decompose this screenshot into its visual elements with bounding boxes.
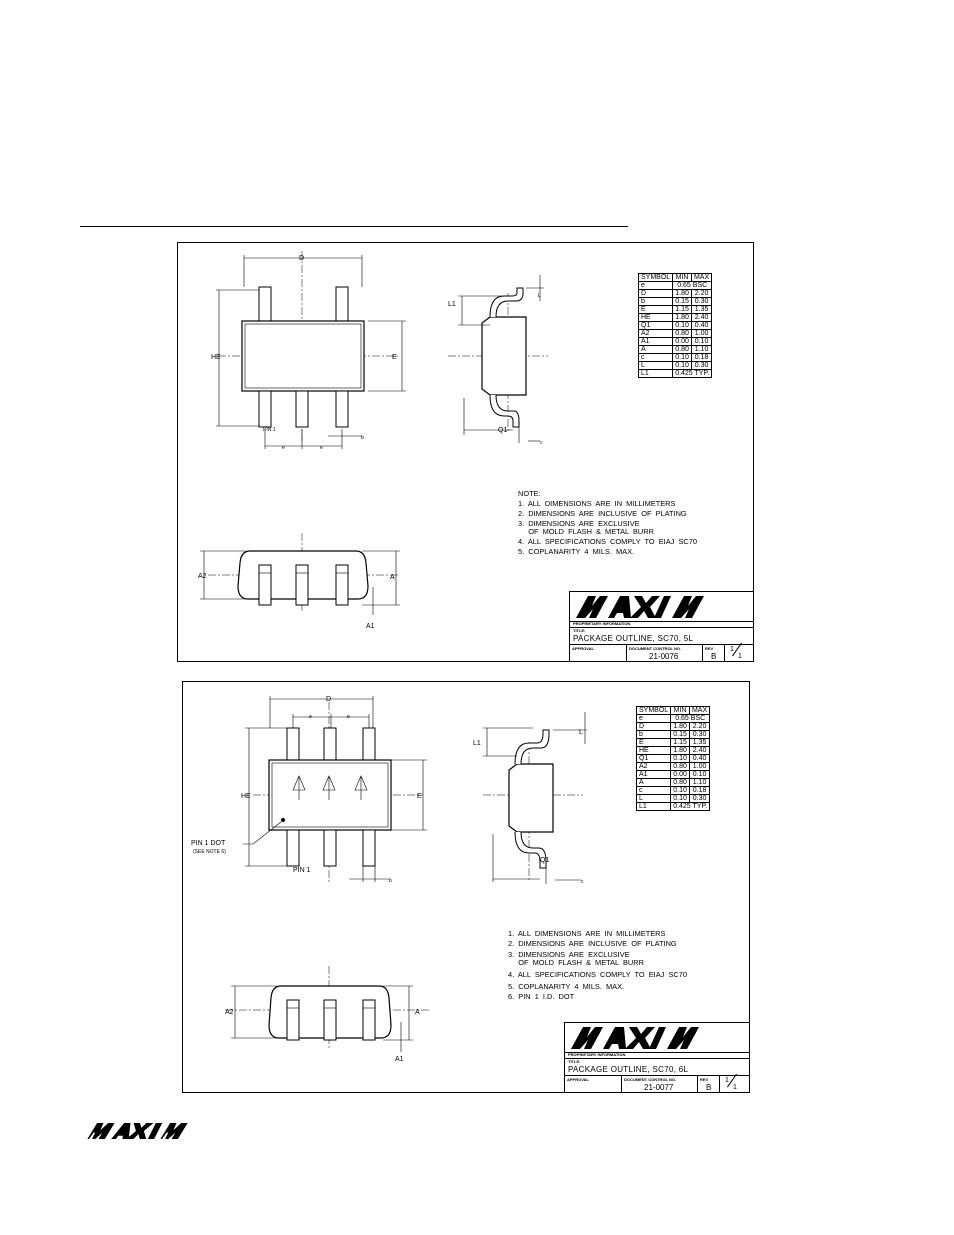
- cell: A2: [637, 763, 671, 771]
- cell: 0.10: [671, 795, 690, 803]
- note-line: 3. DIMENSIONS ARE EXCLUSIVE: [508, 950, 630, 959]
- cell: 1.35: [689, 739, 709, 747]
- header-rule: [80, 226, 628, 227]
- cell: 1.00: [691, 330, 711, 338]
- dim-D-label: D: [326, 696, 332, 703]
- dim-D-label: D: [299, 255, 305, 262]
- table-row: [639, 354, 712, 362]
- cell: 0.10: [671, 755, 690, 763]
- cell: D: [639, 290, 673, 298]
- maxim-logo: [565, 1023, 749, 1053]
- note-line: 1. ALL DIMENSIONS ARE IN MILLIMETERS: [518, 499, 676, 508]
- table-row: [639, 322, 712, 330]
- cell: E: [637, 739, 671, 747]
- cell: 0.10: [691, 338, 711, 346]
- cell: 0.30: [689, 731, 709, 739]
- cell: e: [637, 715, 671, 723]
- cell: 0.40: [691, 322, 711, 330]
- notes-block: [518, 489, 697, 557]
- table-row: [637, 715, 710, 723]
- cell: Q1: [639, 322, 673, 330]
- cell: A1: [639, 338, 673, 346]
- cell: 0.00: [671, 771, 690, 779]
- dim-Q1-label: Q1: [540, 857, 550, 864]
- rev-label: REV: [700, 1077, 709, 1082]
- maxim-logo: [570, 592, 753, 622]
- cell: 2.40: [691, 314, 711, 322]
- note-line: 2. DIMENSIONS ARE INCLUSIVE OF PLATING: [508, 939, 677, 948]
- dim-e2-label: e: [347, 714, 350, 720]
- cell: HE: [637, 747, 671, 755]
- table-row: [639, 346, 712, 354]
- cell: 0.00: [673, 338, 692, 346]
- table-row: [637, 771, 710, 779]
- dim-A2-label: A2: [198, 573, 207, 580]
- dim-E-label: E: [417, 793, 422, 800]
- cell: 2.20: [689, 723, 709, 731]
- cell: L: [639, 362, 673, 370]
- dim-b-label: b: [361, 435, 364, 441]
- rev-value: B: [706, 1083, 712, 1092]
- cell: 1.00: [689, 763, 709, 771]
- cell: 0.80: [673, 346, 692, 354]
- cell: c: [639, 354, 673, 362]
- dim-b-label: b: [389, 878, 392, 884]
- table-row: [637, 723, 710, 731]
- cell: b: [637, 731, 671, 739]
- doc-control-number: 21-0077: [644, 1083, 674, 1092]
- title-label: TITLE:: [573, 628, 586, 633]
- cell: A2: [639, 330, 673, 338]
- approval-label: APPROVAL: [567, 1077, 589, 1082]
- title-block: [564, 1022, 750, 1093]
- table-row: [637, 795, 710, 803]
- table-row: [639, 370, 712, 378]
- cell: 1.10: [691, 346, 711, 354]
- table-row: [639, 306, 712, 314]
- cell: E: [639, 306, 673, 314]
- cell: 0.30: [691, 298, 711, 306]
- col-min: MIN: [671, 707, 690, 715]
- dim-c-label: c: [540, 440, 543, 446]
- note-line: OF MOLD FLASH & METAL BURR: [508, 958, 644, 967]
- col-min: MIN: [673, 274, 692, 282]
- title-label: TITLE:: [568, 1059, 581, 1064]
- dim-L-label: L: [538, 293, 541, 299]
- table-row: [639, 338, 712, 346]
- cell: 1.15: [671, 739, 690, 747]
- dim-L-label: L: [579, 729, 583, 736]
- cell: 0.80: [673, 330, 692, 338]
- cell: 1.80: [673, 290, 692, 298]
- table-row: [639, 362, 712, 370]
- dim-e2-label: e: [320, 445, 323, 451]
- table-row: [639, 298, 712, 306]
- table-row: [639, 290, 712, 298]
- cell: 1.80: [671, 747, 690, 755]
- dim-A-label: A: [415, 1009, 420, 1016]
- dim-A2-label: A2: [225, 1009, 234, 1016]
- dim-e1-label: e: [282, 445, 285, 451]
- dimension-table: [638, 273, 712, 378]
- doc-control-label: DOCUMENT CONTROL NO.: [624, 1077, 677, 1082]
- cell: 0.425 TYP.: [673, 370, 712, 378]
- cell: 1.80: [673, 314, 692, 322]
- dim-A1-label: A1: [366, 623, 375, 630]
- cell: 0.10: [673, 354, 692, 362]
- cell: L: [637, 795, 671, 803]
- cell: c: [637, 787, 671, 795]
- cell: 0.10: [673, 362, 692, 370]
- notes-block: [508, 929, 687, 1002]
- rev-label: REV: [705, 646, 714, 651]
- table-row: [637, 747, 710, 755]
- sheet-num: 1: [725, 1077, 729, 1084]
- col-max: MAX: [689, 707, 709, 715]
- dim-A-label: A: [390, 574, 395, 581]
- cell: 0.18: [691, 354, 711, 362]
- dim-Q1-label: Q1: [498, 427, 508, 434]
- cell: 0.30: [689, 795, 709, 803]
- proprietary-label: PROPRIETARY INFORMATION: [568, 1052, 626, 1057]
- pin1-dot-label: PIN 1 DOT: [191, 840, 226, 847]
- cell: L1: [637, 803, 671, 811]
- cell: A1: [637, 771, 671, 779]
- cell: 0.10: [689, 771, 709, 779]
- table-row: [637, 779, 710, 787]
- col-symbol: SYMBOL: [639, 274, 673, 282]
- footer-maxim-logo: [86, 1123, 194, 1144]
- drawing-sc70-5l: [177, 242, 754, 662]
- table-row: [637, 787, 710, 795]
- cell: D: [637, 723, 671, 731]
- cell: b: [639, 298, 673, 306]
- cell: HE: [639, 314, 673, 322]
- table-row: [637, 763, 710, 771]
- dim-L1-label: L1: [473, 740, 481, 747]
- sheet-den: 1: [738, 653, 742, 660]
- note-line: 1. ALL DIMENSIONS ARE IN MILLIMETERS: [508, 929, 666, 938]
- note-line: OF MOLD FLASH & METAL BURR: [518, 527, 654, 536]
- sheet-den: 1: [733, 1084, 737, 1091]
- table-row: [639, 314, 712, 322]
- cell: 0.15: [673, 298, 692, 306]
- cell: 0.40: [689, 755, 709, 763]
- table-row: [637, 755, 710, 763]
- note-line: 2. DIMENSIONS ARE INCLUSIVE OF PLATING: [518, 509, 687, 518]
- note-line: NOTE:: [518, 489, 541, 498]
- title-block: [569, 591, 754, 662]
- cell: 0.18: [689, 787, 709, 795]
- pin1-label: PIN 1: [293, 867, 311, 874]
- cell: 1.10: [689, 779, 709, 787]
- cell: A: [639, 346, 673, 354]
- table-row: [637, 739, 710, 747]
- table-row: [637, 803, 710, 811]
- cell: 0.65 BSC: [671, 715, 710, 723]
- doc-control-label: DOCUMENT CONTROL NO.: [629, 646, 682, 651]
- dim-L1-label: L1: [448, 301, 456, 308]
- cell: 0.80: [671, 763, 690, 771]
- dim-c-label: c: [581, 879, 584, 885]
- cell: 1.15: [673, 306, 692, 314]
- proprietary-label: PROPRIETARY INFORMATION: [573, 621, 631, 626]
- cell: 0.15: [671, 731, 690, 739]
- cell: 0.10: [673, 322, 692, 330]
- cell: Q1: [637, 755, 671, 763]
- cell: 2.20: [691, 290, 711, 298]
- cell: 1.80: [671, 723, 690, 731]
- note-line: 4. ALL SPECIFICATIONS COMPLY TO EIAJ SC70: [508, 970, 687, 979]
- table-row: [637, 731, 710, 739]
- dim-E-label: E: [392, 354, 397, 361]
- package-title: PACKAGE OUTLINE, SC70, 6L: [568, 1065, 689, 1074]
- note-line: 5. COPLANARITY 4 MILS. MAX.: [518, 547, 635, 556]
- dim-A1-label: A1: [395, 1056, 404, 1063]
- cell: 0.30: [691, 362, 711, 370]
- cell: 0.10: [671, 787, 690, 795]
- cell: 0.80: [671, 779, 690, 787]
- table-row: [639, 330, 712, 338]
- cell: 0.425 TYP.: [671, 803, 710, 811]
- approval-label: APPROVAL: [572, 646, 594, 651]
- cell: 2.40: [689, 747, 709, 755]
- see-note-label: (SEE NOTE 6): [193, 849, 226, 855]
- col-max: MAX: [691, 274, 711, 282]
- col-symbol: SYMBOL: [637, 707, 671, 715]
- drawing-sc70-6l: [182, 681, 750, 1093]
- rev-value: B: [711, 652, 717, 661]
- cell: 0.65 BSC: [673, 282, 712, 290]
- dim-e1-label: e: [309, 714, 312, 720]
- cell: A: [637, 779, 671, 787]
- dim-HE-label: HE: [241, 793, 251, 800]
- cell: L1: [639, 370, 673, 378]
- note-line: 5. COPLANARITY 4 MILS. MAX.: [508, 982, 625, 991]
- dimension-table: [636, 706, 710, 811]
- pin1-label: PIN 1: [263, 427, 276, 433]
- cell: 1.35: [691, 306, 711, 314]
- dim-HE-label: HE: [211, 354, 221, 361]
- cell: e: [639, 282, 673, 290]
- table-row: [639, 282, 712, 290]
- note-line: 4. ALL SPECIFICATIONS COMPLY TO EIAJ SC70: [518, 537, 697, 546]
- note-line: 6. PIN 1 I.D. DOT: [508, 992, 575, 1001]
- sheet-num: 1: [730, 646, 734, 653]
- package-title: PACKAGE OUTLINE, SC70, 5L: [573, 634, 694, 643]
- note-line: 3. DIMENSIONS ARE EXCLUSIVE: [518, 519, 640, 528]
- doc-control-number: 21-0076: [649, 652, 679, 661]
